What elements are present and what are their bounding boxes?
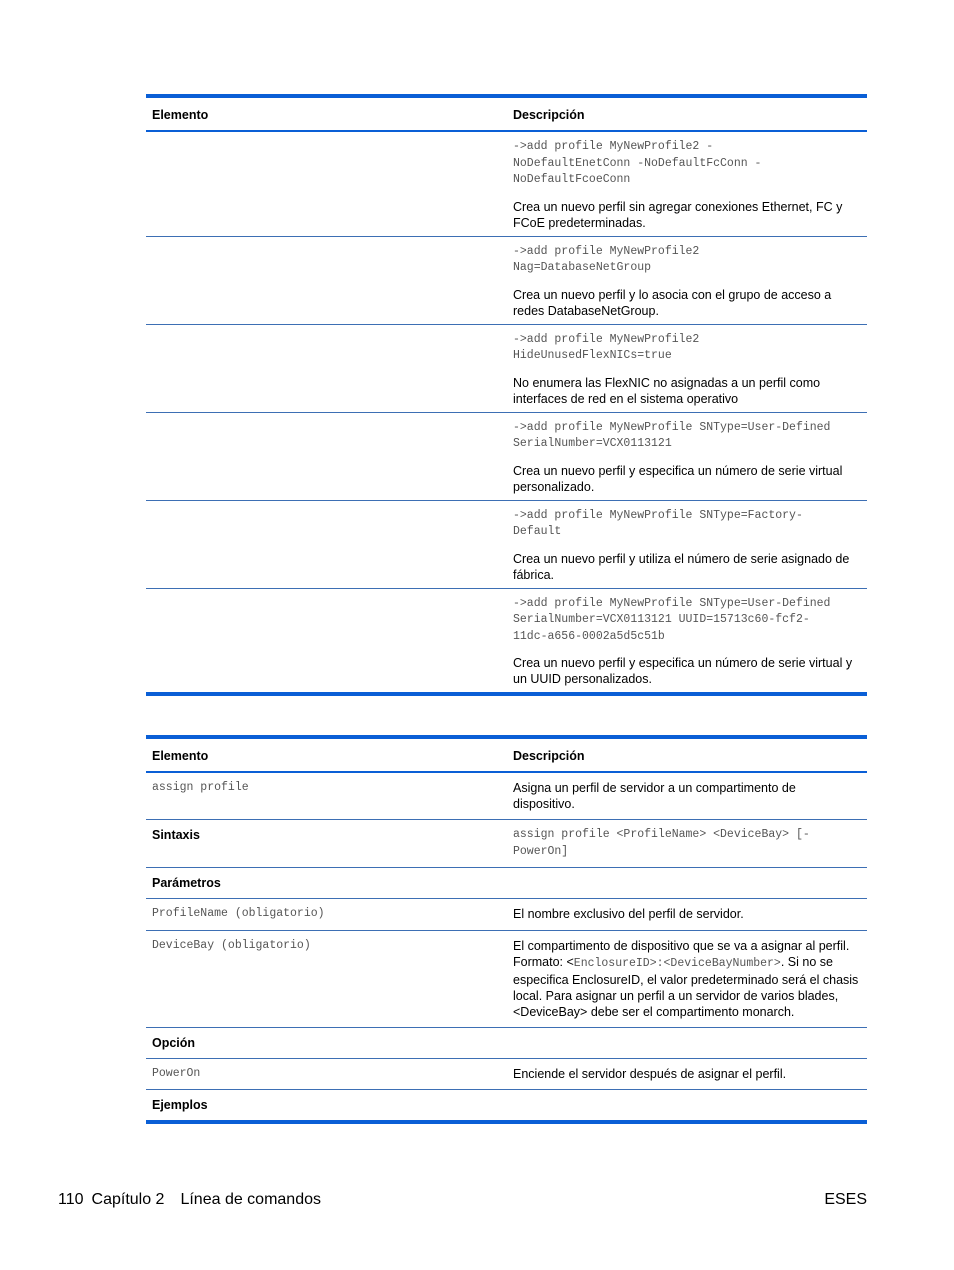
table-row (146, 500, 867, 588)
table-row (146, 324, 867, 412)
example-description: Crea un nuevo perfil y especifica un número de serie virtual y un UUID personalizados. (513, 656, 853, 686)
chapter-label: Capítulo 2 (91, 1191, 165, 1208)
header-descripcion: Descripción (507, 737, 867, 772)
parameter-description: El compartimento de dispositivo que se va a asignar al perfil. Formato: <EnclosureID>:<DeviceBayNumber>. Si no se especifica EnclosureID, el valor predeterminado será el chasis local. Para asignar un perfil a un servidor de varios blades, <DeviceBay> debe ser el compartimento monarch. (513, 938, 859, 1019)
example-description: Crea un nuevo perfil y lo asocia con el grupo de acceso a redes DatabaseNetGroup. (513, 287, 832, 318)
assign-profile-table (146, 735, 867, 1124)
example-code: ->add profile MyNewProfile2 -NoDefaultEnetConn -NoDefaultFcConn -NoDefaultFcoeConn (513, 140, 762, 186)
examples-label: Ejemplos (152, 1098, 208, 1112)
option-name: PowerOn (152, 1066, 201, 1080)
parameter-name: ProfileName (obligatorio) (152, 907, 325, 920)
example-code: ->add profile MyNewProfile2 Nag=DatabaseNetGroup (513, 244, 700, 274)
table-header (146, 96, 867, 131)
option-row (146, 1027, 867, 1058)
example-code: ->add profile MyNewProfile SNType=Factory-Default (513, 508, 803, 538)
example-code: ->add profile MyNewProfile2 HideUnusedFlexNICs=true (513, 332, 700, 362)
option-label: Opción (152, 1035, 196, 1050)
header-elemento: Elemento (146, 737, 507, 772)
example-description: Crea un nuevo perfil sin agregar conexiones Ethernet, FC y FCoE predeterminadas. (513, 199, 843, 230)
example-description: Crea un nuevo perfil y especifica un número de serie virtual personalizado. (513, 463, 843, 494)
page-footer (58, 1191, 321, 1209)
example-code: ->add profile MyNewProfile SNType=User-Defined SerialNumber=VCX0113121 (513, 420, 831, 450)
command-name: assign profile (152, 781, 249, 794)
table-row (146, 131, 867, 236)
syntax-label: Sintaxis (152, 828, 200, 842)
table-row (146, 412, 867, 500)
option-description: Enciende el servidor después de asignar el perfil. (513, 1066, 787, 1081)
table-header (146, 737, 867, 772)
example-description: No enumera las FlexNIC no asignadas a un perfil como interfaces de red en el sistema operativo (513, 375, 821, 406)
footer-language-code: ESES (824, 1191, 867, 1208)
syntax-value: assign profile <ProfileName> <DeviceBay> [-PowerOn] (513, 828, 810, 858)
example-description: Crea un nuevo perfil y utiliza el número de serie asignado de fábrica. (513, 551, 850, 582)
option-item-row (146, 1058, 867, 1090)
command-row (146, 772, 867, 820)
example-code: ->add profile MyNewProfile SNType=User-Defined SerialNumber=VCX0113121 UUID=15713c60-fcf2-11dc-a656-0002a5d5c51b (513, 596, 831, 643)
table-row (146, 588, 867, 694)
command-description: Asigna un perfil de servidor a un compartimento de dispositivo. (513, 781, 796, 811)
parameter-name: DeviceBay (obligatorio) (152, 938, 311, 952)
format-code: EnclosureID>:<DeviceBayNumber> (573, 956, 781, 970)
parameters-row (146, 868, 867, 899)
header-elemento: Elemento (146, 96, 507, 131)
parameters-label: Parámetros (152, 876, 221, 890)
examples-row (146, 1090, 867, 1123)
parameter-description: El nombre exclusivo del perfil de servidor. (513, 907, 744, 921)
examples-table (146, 94, 867, 696)
parameter-row (146, 899, 867, 931)
chapter-title: Línea de comandos (180, 1191, 321, 1208)
page-number: 110 (58, 1191, 84, 1208)
table-row (146, 236, 867, 324)
parameter-row (146, 930, 867, 1027)
header-descripcion: Descripción (507, 96, 867, 131)
syntax-row (146, 820, 867, 868)
